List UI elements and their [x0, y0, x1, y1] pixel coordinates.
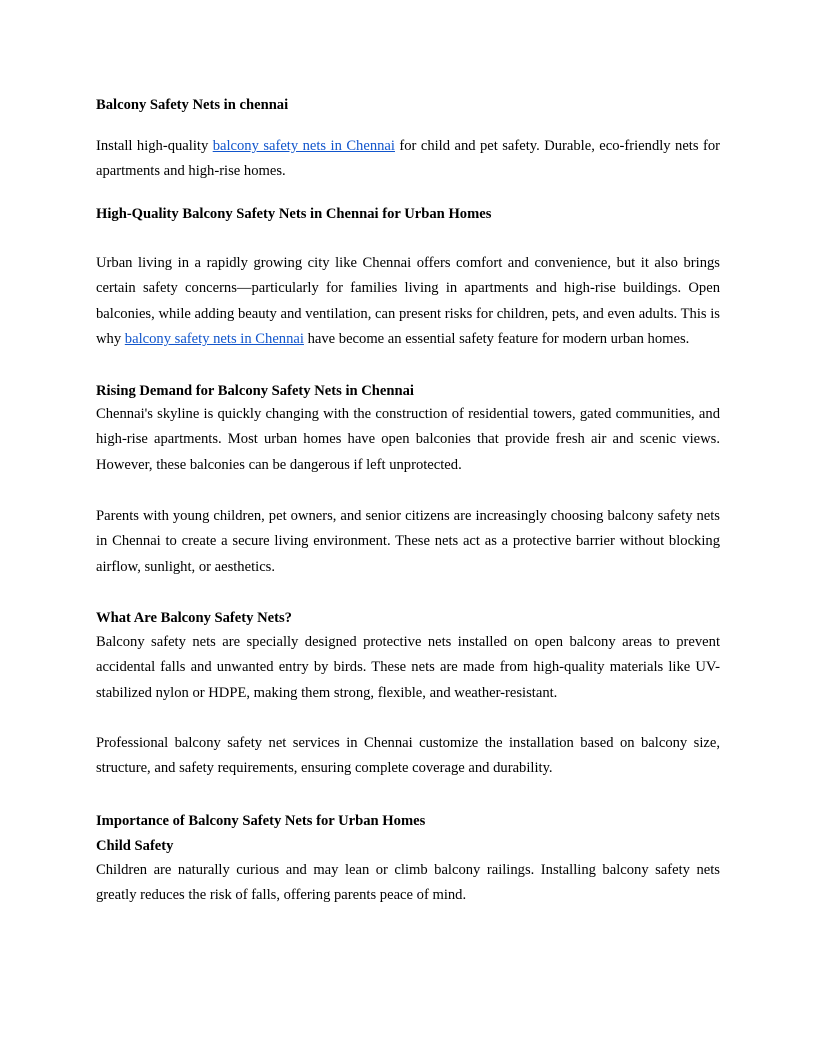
section2-paragraph-2: Parents with young children, pet owners, and senior citizens are increasingly choosing balcony safety nets in Chennai to create a secure living environment. These nets act as a protective barrier without blocking airflow, sunlight, or aesthetics. [96, 508, 720, 575]
intro-text-before: Install high-quality [96, 138, 213, 154]
section3-paragraph-1: Balcony safety nets are specially designed protective nets installed on open balcony areas to prevent accidental falls and unwanted entry by birds. These nets are made from high-quality materials like UV-stabilized nylon or HDPE, making them strong, flexible, and weather-resistant. [96, 634, 720, 701]
section4-paragraph: Children are naturally curious and may lean or climb balcony railings. Installing balcony safety nets greatly reduces the risk of falls, offering parents peace of mind. [96, 862, 720, 904]
section4-subheading: Child Safety [96, 838, 174, 854]
section4-heading: Importance of Balcony Safety Nets for Urban Homes [96, 813, 426, 829]
section1-heading: High-Quality Balcony Safety Nets in Chennai for Urban Homes [96, 206, 492, 222]
section1-link[interactable]: balcony safety nets in Chennai [124, 330, 304, 347]
section1-text-after: have become an essential safety feature for modern urban homes. [303, 330, 690, 347]
section2-heading: Rising Demand for Balcony Safety Nets in Chennai [96, 383, 414, 399]
intro-paragraph [96, 134, 720, 185]
section3-heading: What Are Balcony Safety Nets? [96, 610, 292, 626]
intro-link[interactable]: balcony safety nets in Chennai [212, 138, 395, 154]
intro-text-after: for child and pet safety. Durable, eco-friendly nets for apartments and high-rise homes. [96, 138, 720, 180]
section2-paragraph-1: Chennai's skyline is quickly changing with the construction of residential towers, gated communities, and high-rise apartments. Most urban homes have open balconies that provide fresh air and scenic views. However, these balconies can be dangerous if left unprotected. [96, 406, 720, 473]
section1-paragraph [96, 251, 720, 352]
section3-paragraph-2: Professional balcony safety net services in Chennai customize the installation based on balcony size, structure, and safety requirements, ensuring complete coverage and durability. [96, 735, 720, 777]
section1-text-before: Urban living in a rapidly growing city like Chennai offers comfort and convenience, but it also brings certain safety concerns—particularly for families living in apartments and high-rise buildings. Open balconies, while adding beauty and ventilation, can present risks for children, pets, and even adults. This is why [96, 255, 720, 347]
document-title: Balcony Safety Nets in chennai [96, 97, 289, 113]
